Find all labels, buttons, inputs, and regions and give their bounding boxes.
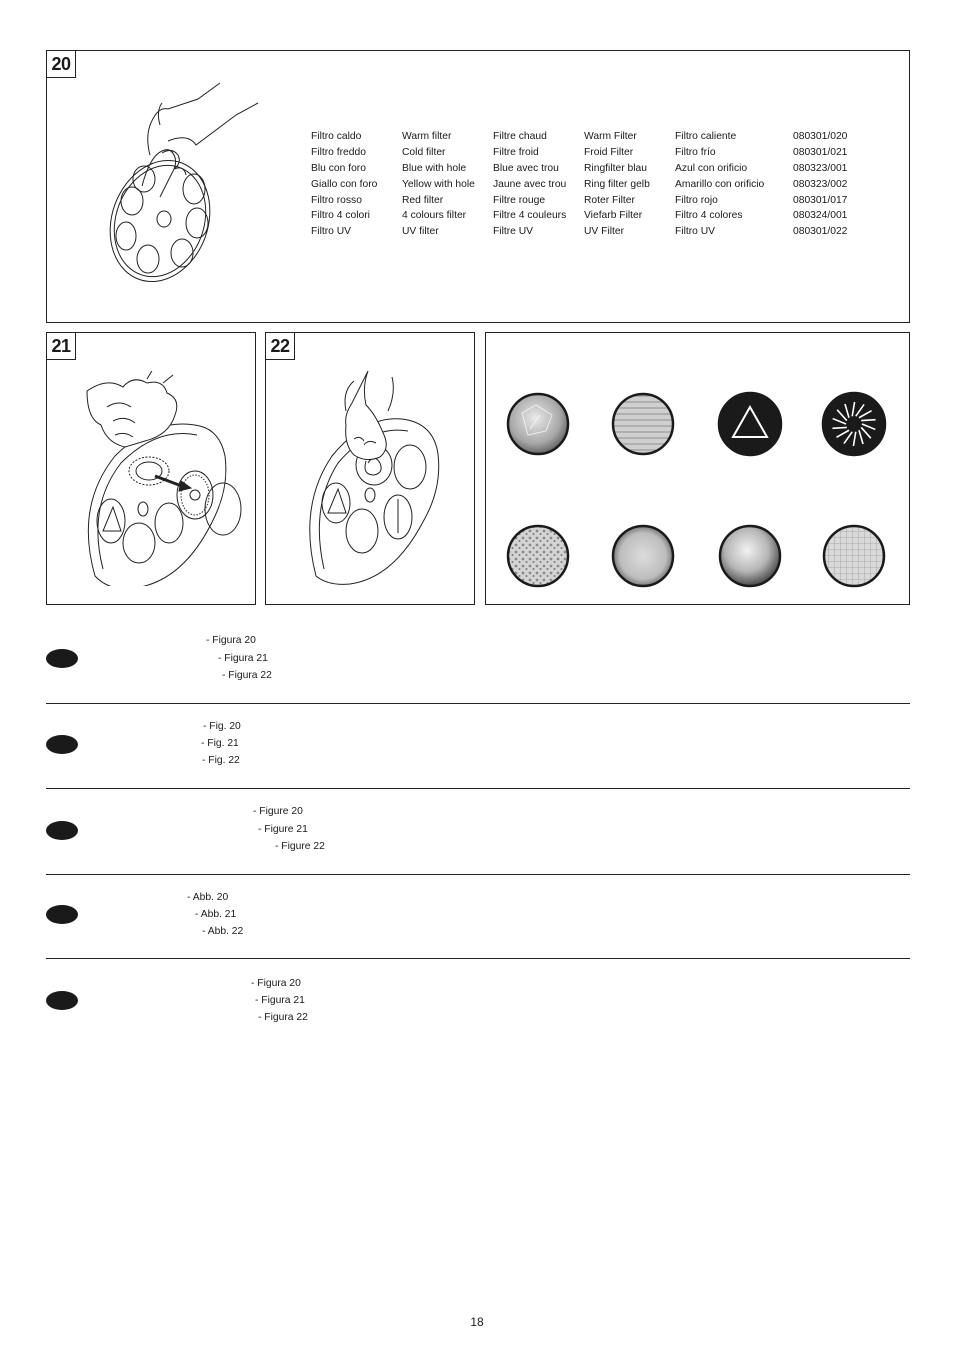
- burst-ray: [861, 420, 875, 421]
- filter-name-cell: Froid Filter: [584, 147, 634, 159]
- filter-name-cell: Roter Filter: [584, 194, 635, 206]
- figure-reference: - Fig. 20: [203, 721, 241, 732]
- page-number: 18: [470, 1315, 484, 1329]
- filter-name-cell: Amarillo con orificio: [675, 178, 765, 190]
- section-divider: [46, 874, 910, 875]
- filter-row: [311, 129, 847, 145]
- filter-name-cell: Ring filter gelb: [584, 178, 650, 190]
- language-badge: [46, 821, 78, 840]
- figure-reference: - Fig. 22: [202, 755, 240, 766]
- frosted-gobo-icon: [508, 394, 568, 454]
- filter-name-cell: Filtro caliente: [675, 131, 737, 143]
- streaked-gobo-icon: [613, 394, 673, 454]
- part-number-cell: 080323/001: [793, 162, 848, 174]
- filter-removal-illustration: [77, 371, 252, 586]
- figure-reference: - Figura 22: [258, 1012, 308, 1023]
- language-badge: [46, 905, 78, 924]
- filter-name-cell: Cold filter: [402, 147, 446, 159]
- filter-name-cell: Ringfilter blau: [584, 162, 647, 174]
- filter-name-cell: Giallo con foro: [311, 178, 378, 190]
- section-divider: [46, 788, 910, 789]
- figure-reference: - Abb. 22: [202, 926, 244, 937]
- filter-name-cell: UV Filter: [584, 226, 625, 238]
- section-divider: [46, 958, 910, 959]
- figure-reference: - Figura 20: [251, 978, 301, 989]
- part-number-cell: 080324/001: [793, 210, 848, 222]
- figure-reference: - Abb. 21: [195, 909, 237, 920]
- language-section-2: [46, 716, 910, 776]
- filter-name-cell: Filtro rojo: [675, 194, 718, 206]
- cloud-gobo-icon: [613, 526, 673, 586]
- language-section-3: [46, 801, 910, 861]
- figure-21-panel: [46, 332, 256, 605]
- figure-reference: - Figura 21: [255, 995, 305, 1006]
- figure-reference: - Abb. 20: [187, 892, 229, 903]
- filter-name-cell: Filtre rouge: [493, 194, 546, 206]
- part-number-cell: 080301/017: [793, 194, 848, 206]
- filter-name-cell: Azul con orificio: [675, 162, 748, 174]
- figure-reference: - Figura 21: [218, 653, 268, 664]
- figure-reference: - Figura 20: [206, 635, 256, 646]
- filter-row: [311, 208, 847, 224]
- figure-reference: - Figure 21: [258, 824, 308, 835]
- figure-reference: - Figure 22: [275, 841, 325, 852]
- figure-reference: - Figura 22: [222, 670, 272, 681]
- language-section-4: [46, 887, 910, 947]
- filter-name-cell: Blu con foro: [311, 162, 366, 174]
- soft-gobo-icon: [720, 526, 780, 586]
- filter-name-cell: Warm filter: [402, 131, 452, 143]
- triangle-gobo-icon: [719, 393, 781, 455]
- filter-name-cell: Filtre 4 couleurs: [493, 210, 567, 222]
- filter-name-cell: Viefarb Filter: [584, 210, 643, 222]
- part-number-cell: 080301/021: [793, 147, 848, 159]
- filter-name-cell: Filtro UV: [311, 226, 352, 238]
- filter-name-cell: Jaune avec trou: [493, 178, 567, 190]
- filter-row: [311, 224, 847, 240]
- figure-22-panel: [265, 332, 475, 605]
- filter-row: [311, 176, 847, 192]
- figure-20-number: 20: [47, 51, 76, 78]
- gobo-samples-grid: [486, 333, 909, 604]
- filter-row: [311, 145, 847, 161]
- part-number-cell: 080301/022: [793, 226, 848, 238]
- filter-name-cell: Filtro freddo: [311, 147, 366, 159]
- filter-name-cell: UV filter: [402, 226, 439, 238]
- figure-20-panel: [46, 50, 910, 323]
- filter-name-cell: Yellow with hole: [402, 178, 475, 190]
- figure-21-number: 21: [47, 333, 76, 360]
- gobo-samples-panel: [485, 332, 910, 605]
- filter-row: [311, 161, 847, 177]
- language-section-5: [46, 973, 910, 1033]
- language-badge: [46, 649, 78, 668]
- language-badge: [46, 991, 78, 1010]
- burst-ray: [832, 427, 846, 428]
- part-number-cell: 080301/020: [793, 131, 848, 143]
- language-badge: [46, 735, 78, 754]
- filter-code-table: [311, 129, 847, 240]
- filter-name-cell: Filtro 4 colores: [675, 210, 743, 222]
- filter-name-cell: Filtro frío: [675, 147, 716, 159]
- mottled-gobo-icon: [508, 526, 568, 586]
- filter-name-cell: Red filter: [402, 194, 444, 206]
- filter-name-cell: Filtre froid: [493, 147, 539, 159]
- filter-name-cell: Filtre UV: [493, 226, 534, 238]
- filter-name-cell: Filtro caldo: [311, 131, 362, 143]
- filter-name-cell: Filtro rosso: [311, 194, 362, 206]
- filter-name-cell: Blue avec trou: [493, 162, 559, 174]
- language-section-1: [46, 630, 910, 690]
- filter-wheel-hand-illustration: [102, 81, 262, 286]
- figure-reference: - Fig. 21: [201, 738, 239, 749]
- filter-name-cell: Warm Filter: [584, 131, 637, 143]
- filter-row: [311, 192, 847, 208]
- filter-name-cell: 4 colours filter: [402, 210, 467, 222]
- figure-22-number: 22: [266, 333, 295, 360]
- filter-name-cell: Blue with hole: [402, 162, 467, 174]
- part-number-cell: 080323/002: [793, 178, 848, 190]
- figure-reference: - Figure 20: [253, 806, 303, 817]
- filter-name-cell: Filtro 4 colori: [311, 210, 370, 222]
- textured-gobo-icon: [824, 526, 884, 586]
- filter-name-cell: Filtro UV: [675, 226, 716, 238]
- filter-insertion-illustration: [306, 371, 456, 586]
- section-divider: [46, 703, 910, 704]
- filter-name-cell: Filtre chaud: [493, 131, 547, 143]
